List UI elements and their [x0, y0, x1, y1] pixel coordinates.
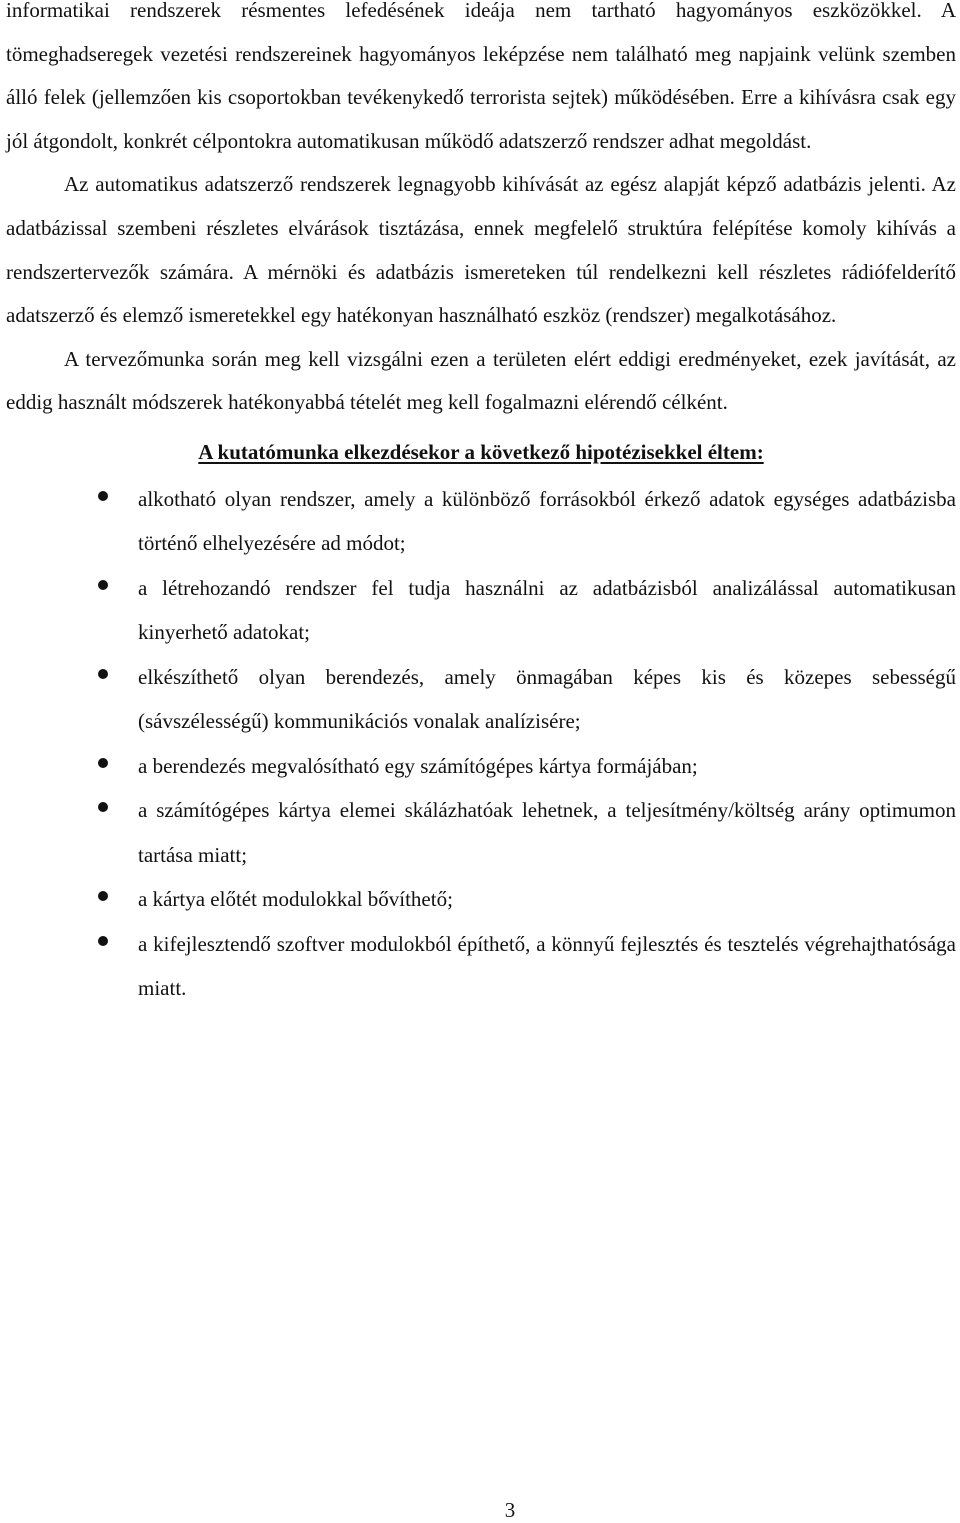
list-item	[6, 566, 956, 655]
list-item	[6, 744, 956, 789]
list-item	[6, 922, 956, 1011]
document-page	[6, 0, 956, 1011]
list-item	[6, 877, 956, 922]
list-item-text: a létrehozandó rendszer fel tudja használni az adatbázisból analizálással automatikusan kinyerhető adatokat;	[138, 575, 956, 645]
hypotheses-heading: A kutatómunka elkezdésekor a következő hipotézisekkel éltem:	[198, 439, 764, 464]
paragraph-design-work: A tervezőmunka során meg kell vizsgálni ezen a területen elért eddigi eredményeket, ezek javítását, az eddig használt módszerek hatékonyabbá tételét meg kell fogalmazni elérendő célként.	[6, 346, 956, 415]
list-item-text: a kifejlesztendő szoftver modulokból építhető, a könnyű fejlesztés és tesztelés végrehajthatósága miatt.	[138, 931, 956, 1001]
list-item	[6, 477, 956, 566]
paragraph-database: Az automatikus adatszerző rendszerek legnagyobb kihívását az egész alapját képző adatbázis jelenti. Az adatbázissal szembeni részletes elvárások tisztázása, ennek megfelelő struktúra felépítése komoly kihívás a rendszertervezők számára. A mérnöki és adatbázis ismereteken túl rendelkezni kell részletes rádiófelderítő adatszerző és elemző ismeretekkel egy hatékonyan használható eszköz (rendszer) megalkotásához.	[6, 172, 956, 328]
list-item	[6, 788, 956, 877]
list-item-text: a berendezés megvalósítható egy számítógépes kártya formájában;	[138, 753, 698, 778]
bullet-icon	[98, 580, 108, 590]
bullet-icon	[98, 802, 108, 812]
list-item	[6, 655, 956, 744]
bullet-icon	[98, 669, 108, 679]
bullet-icon	[98, 491, 108, 501]
bullet-icon	[98, 758, 108, 768]
bullet-icon	[98, 936, 108, 946]
list-item-text: a kártya előtét modulokkal bővíthető;	[138, 887, 453, 912]
paragraph-intro: informatikai rendszerek résmentes lefedésének ideája nem tartható hagyományos eszközökkel. A tömeghadseregek vezetési rendszereinek hagyományos leképzése nem található meg napjaink velünk szemben álló felek (jellemzően kis csoportokban tevékenykedő terrorista sejtek) működésében. Erre a kihívásra csak egy jól átgondolt, konkrét célpontokra automatikusan működő adatszerző rendszer adhat megoldást.	[6, 0, 956, 153]
hypotheses-list	[6, 477, 956, 1011]
list-item-text: a számítógépes kártya elemei skálázhatóak lehetnek, a teljesítmény/költség arány optimumon tartása miatt;	[138, 798, 956, 867]
list-item-text: alkotható olyan rendszer, amely a különböző forrásokból érkező adatok egységes adatbázisba történő elhelyezésére ad módot;	[138, 486, 956, 556]
list-item-text: elkészíthető olyan berendezés, amely önmagában képes kis és közepes sebességű (sávszélességű) kommunikációs vonalak analízisére;	[138, 664, 956, 734]
bullet-icon	[98, 891, 108, 901]
page-number: 3	[504, 1498, 516, 1522]
